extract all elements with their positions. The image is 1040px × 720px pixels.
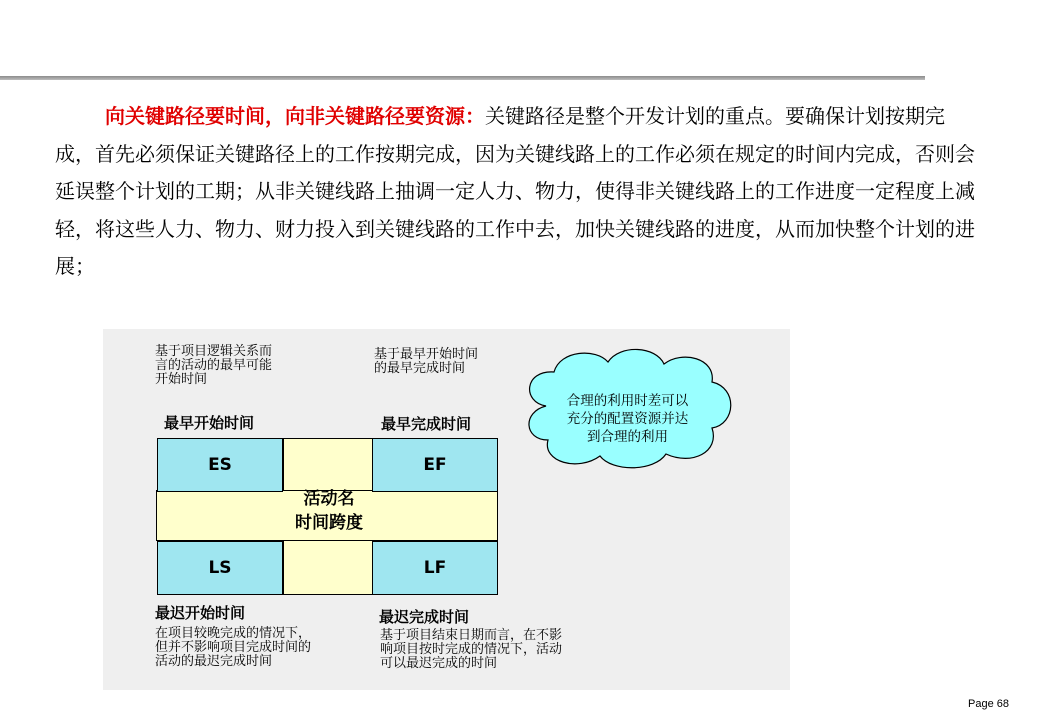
page-number: Page 68 [968,698,1009,710]
note-latest-start: 在项目较晚完成的情况下， 但并不影响项目完成时间的 活动的最迟完成时间 [155,626,312,669]
paragraph-body: 关键路径是整个开发计划的重点。要确保计划按期完成，首先必须保证关键路径上的工作按期完成，因为关键线路上的工作必须在规定的时间内完成，否则会延误整个计划的工期；从非关键线路上抽调一定人力、物力，使得非关键线路上的工作进度一定程度上减轻，将这些人力、物力、财力投入到关键线路的工作中去，加快关键线路的进度，从而加快整个计划的进展； [55,104,975,278]
note-earliest-start: 基于项目逻辑关系而 言的活动的最早可能 开始时间 [155,344,273,387]
cell-es: ES [157,438,283,492]
activity-center-label [283,487,375,535]
cell-ls: LS [157,541,283,595]
cell-ef: EF [372,438,498,492]
label-earliest-start: 最早开始时间 [164,414,255,432]
activity-name: 活动名 [303,489,355,509]
main-paragraph [55,98,980,286]
label-latest-start: 最迟开始时间 [155,604,246,622]
label-earliest-finish: 最早完成时间 [381,415,472,433]
note-earliest-finish: 基于最早开始时间 的最早完成时间 [374,347,479,376]
header-divider [0,76,925,80]
activity-duration: 时间跨度 [295,513,363,533]
label-latest-finish: 最迟完成时间 [379,608,470,626]
cell-lf: LF [372,541,498,595]
note-latest-finish: 基于项目结束日期而言，在不影 响项目按时完成的情况下，活动 可以最迟完成的时间 [380,628,563,671]
paragraph-lead: 向关键路径要时间，向非关键路径要资源： [105,104,485,128]
cloud-text: 合理的利用时差可以 充分的配置资源并达 到合理的利用 [566,393,689,445]
